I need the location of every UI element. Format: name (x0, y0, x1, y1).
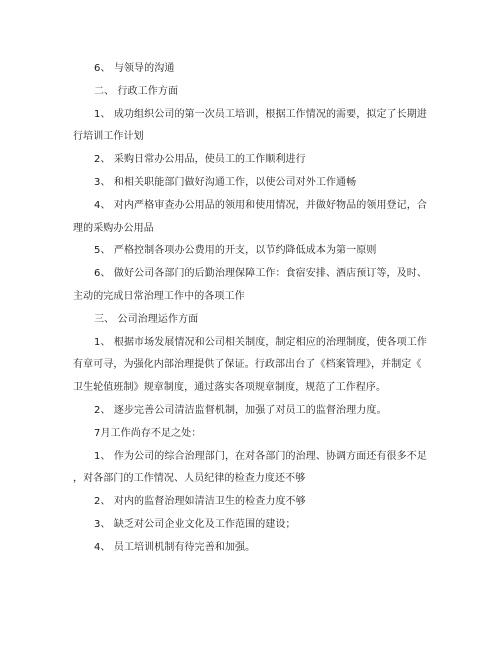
text-line: 行培训工作计划 (73, 131, 144, 143)
text-line: 1、 根据市场发展情况和公司相关制度，制定相应的治理制度，使各项工作 (94, 336, 427, 348)
text-line: 3、 缺乏对公司企业文化及工作范围的建设； (94, 518, 296, 530)
text-line: 理的采购办公用品 (73, 222, 154, 234)
text-line: 1、 成功组织公司的第一次员工培训，根据工作情况的需要，拟定了长期进 (94, 108, 427, 120)
text-line: 二、 行政工作方面 (94, 85, 179, 97)
text-line: 4、 对内严格审查办公用品的领用和使用情况，并做好物品的领用登记，合 (94, 199, 427, 211)
text-line: 4、 员工培训机制有待完善和加强。 (94, 541, 256, 553)
document-body (73, 58, 443, 560)
text-line: 2、 对内的监督治理如清洁卫生的检查力度不够 (94, 496, 306, 508)
text-line: 6、 做好公司各部门的后勤治理保障工作：食宿安排、酒店预订等，及时、 (94, 268, 427, 280)
text-line: 有章可寻，为强化内部治理提供了保证。行政部出台了《档案管理》，并制定《 (73, 359, 422, 371)
text-line: 2、 采购日常办公用品，使员工的工作顺利进行 (94, 154, 306, 166)
text-line: 6、 与领导的沟通 (94, 63, 175, 74)
text-line: ，对各部门的工作情况、人员纪律的检查力度还不够 (73, 473, 306, 485)
text-line: 卫生轮值班制》规章制度，通过落实各项规章制度，规范了工作程序。 (73, 382, 387, 394)
text-line: 3、 和相关职能部门做好沟通工作，以使公司对外工作通畅 (94, 176, 357, 188)
text-line: 主动的完成日常治理工作中的各项工作 (73, 290, 245, 302)
text-line: 1、 作为公司的综合治理部门，在对各部门的治理、协调方面还有很多不足 (94, 450, 427, 462)
text-line: 2、 逐步完善公司清洁监督机制，加强了对员工的监督治理力度。 (94, 404, 387, 416)
text-line: 三、 公司治理运作方面 (94, 313, 199, 325)
text-line: 5、 严格控制各项办公费用的开支，以节约降低成本为第一原则 (94, 245, 377, 257)
text-line: 7月工作尚存不足之处： (94, 427, 202, 439)
